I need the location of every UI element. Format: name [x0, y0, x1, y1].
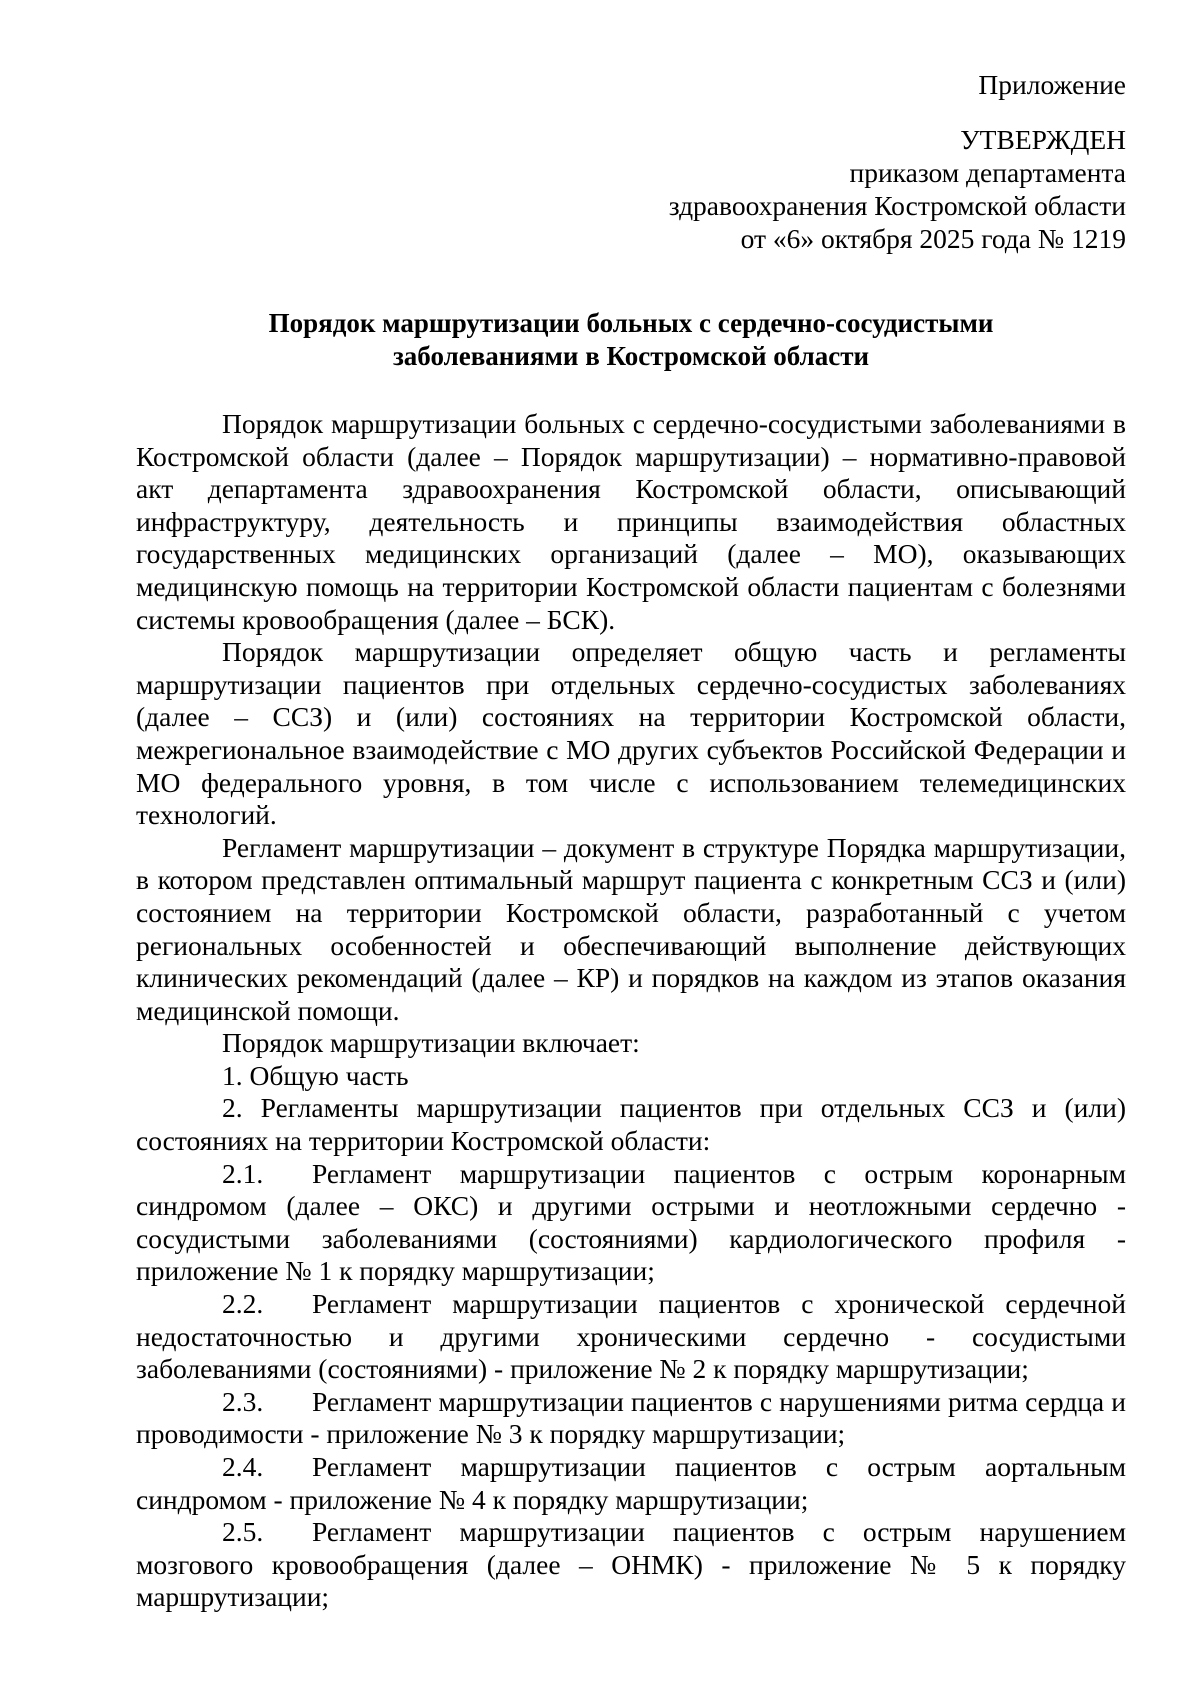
sub-item-text: Регламент маршрутизации пациентов с хронической сердечной недостаточностью и другими хроническими сердечно - сосудистыми заболеваниями (состояниями) - приложение № 2 к порядку маршрутизации;: [136, 1288, 1126, 1385]
paragraph-definition: Порядок маршрутизации больных с сердечно-сосудистыми заболеваниями в Костромской области (далее – Порядок маршрутизации) – нормативно-правовой акт департамента здравоохранения Костромской области, описывающий инфраструктуру, деятельность и принципы взаимодействия областных государственных медицинских организаций (далее – МО), оказывающих медицинскую помощь на территории Костромской области пациентам с болезнями системы кровообращения (далее – БСК).: [136, 408, 1126, 635]
paragraph-includes: Порядок маршрутизации включает:: [222, 1027, 640, 1059]
document-page: [136, 68, 1126, 1614]
sub-item-number: 2.5.: [222, 1516, 264, 1548]
sub-item-2-3: [136, 1386, 1126, 1451]
paragraph-regulation: Регламент маршрутизации – документ в структуре Порядка маршрутизации, в котором представлен оптимальный маршрут пациента с конкретным ССЗ и (или) состоянием на территории Костромской области, разработанный с учетом региональных особенностей и обеспечивающий выполнение действующих клинических рекомендаций (далее – КР) и порядков на каждом из этапов оказания медицинской помощи.: [136, 831, 1126, 1026]
appendix-label: Приложение: [978, 69, 1126, 100]
approved-label: УТВЕРЖДЕН: [960, 124, 1126, 155]
paragraph-scope: Порядок маршрутизации определяет общую часть и регламенты маршрутизации пациентов при отдельных сердечно-сосудистых заболеваниях (далее – ССЗ) и (или) состояниях на территории Костромской области, межрегиональное взаимодействие с МО других субъектов Российской Федерации и МО федерального уровня, в том числе с использованием телемедицинских технологий.: [136, 636, 1126, 831]
approval-department-line: здравоохранения Костромской области: [668, 190, 1126, 221]
document-title-line-2: заболеваниями в Костромской области: [392, 341, 870, 371]
document-body: [136, 408, 1126, 1614]
sub-item-2-5: [136, 1516, 1126, 1614]
approval-order-line: приказом департамента: [849, 157, 1126, 188]
sub-item-number: 2.1.: [222, 1157, 264, 1189]
approval-date-line: от «6» октября 2025 года № 1219: [740, 223, 1126, 254]
approval-block: [136, 68, 1126, 255]
sub-item-text: Регламент маршрутизации пациентов с острым аортальным синдромом - приложение № 4 к порядку маршрутизации;: [136, 1451, 1126, 1515]
list-item-general-part: 1. Общую часть: [222, 1059, 409, 1091]
sub-item-text: Регламент маршрутизации пациентов с нарушениями ритма сердца и проводимости - приложение № 3 к порядку маршрутизации;: [136, 1385, 1126, 1450]
document-title-line-1: Порядок маршрутизации больных с сердечно-сосудистыми: [268, 308, 994, 338]
list-item-regulations: 2. Регламенты маршрутизации пациентов при отдельных ССЗ и (или) состояниях на территории Костромской области:: [136, 1092, 1126, 1157]
sub-item-2-4: [136, 1451, 1126, 1516]
sub-item-2-2: [136, 1288, 1126, 1386]
sub-item-text: Регламент маршрутизации пациентов с острым нарушением мозгового кровообращения (далее – ОНМК) - приложение № 5 к порядку маршрутизации;: [136, 1516, 1126, 1613]
sub-item-number: 2.4.: [222, 1451, 264, 1482]
sub-item-text: Регламент маршрутизации пациентов с острым коронарным синдромом (далее – ОКС) и другими острыми и неотложными сердечно - сосудистыми заболеваниями (состояниями) кардиологического профиля - приложение № 1 к порядку маршрутизации;: [136, 1157, 1126, 1287]
document-title: [136, 307, 1126, 373]
sub-item-number: 2.2.: [222, 1288, 264, 1320]
sub-item-2-1: [136, 1158, 1126, 1288]
sub-item-number: 2.3.: [222, 1385, 264, 1417]
